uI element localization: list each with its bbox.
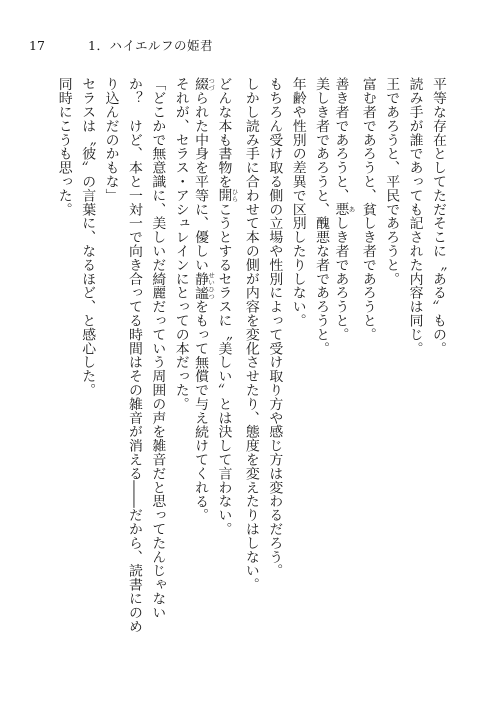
text-line bbox=[238, 77, 261, 637]
text-segment: しき者であろうと。 bbox=[332, 216, 349, 342]
ruby-base: 綴 bbox=[192, 77, 209, 91]
text-segment: 同時にこうも思った。 bbox=[55, 77, 72, 216]
text-line bbox=[379, 77, 402, 637]
text-segment: られた中身を平等に、優しい bbox=[192, 90, 209, 272]
ruby-annotation bbox=[192, 271, 216, 300]
ruby-base: 静謐 bbox=[192, 271, 209, 300]
text-line bbox=[75, 77, 98, 637]
text-segment: 王であろうと、平民であろうと。 bbox=[383, 77, 400, 286]
text-segment: か？ けど、本と一対一で向き合ってる時間はその雑音が消える――だから、読書にのめ bbox=[125, 77, 142, 633]
chapter-title: 1．ハイエルフの姫君 bbox=[88, 38, 213, 53]
ruby-text: あ bbox=[347, 202, 356, 217]
text-segment: り込んだのかもな」 bbox=[102, 77, 119, 203]
text-line bbox=[426, 77, 449, 637]
text-segment: 読み手が誰であっても記された内容は同じ。 bbox=[406, 77, 423, 355]
ruby-annotation bbox=[332, 202, 356, 217]
ruby-text: つづ bbox=[207, 77, 216, 91]
text-segment: それが、セラス・アシュレインにとっての本だった。 bbox=[172, 77, 189, 411]
ruby-text: ひら bbox=[230, 188, 239, 203]
text-segment: 善き者であろうと、 bbox=[332, 77, 349, 203]
text-segment: しかし読み手に合わせて本の側が内容を変化させたり、態度を変えたりはしない。 bbox=[242, 77, 259, 592]
text-line bbox=[309, 77, 332, 637]
ruby-annotation bbox=[215, 188, 239, 203]
text-segment: 美しき者であろうと、醜悪な者であろうと。 bbox=[313, 77, 330, 355]
vertical-body-text bbox=[51, 77, 449, 637]
text-segment: こうとするセラスに〝美しい〟とは決して言わない。 bbox=[215, 202, 232, 536]
page-number: 17 bbox=[29, 38, 45, 53]
text-line bbox=[168, 77, 191, 637]
text-line bbox=[402, 77, 425, 637]
ruby-annotation bbox=[192, 77, 216, 91]
text-line bbox=[355, 77, 378, 637]
text-line bbox=[51, 77, 74, 637]
text-segment: 平等な存在としてただそこに〝ある〟もの。 bbox=[430, 77, 446, 355]
text-line bbox=[332, 77, 355, 637]
text-segment: もちろん受け取る側の立場や性別によって受け取り方や感じ方は変わるだろう。 bbox=[266, 77, 283, 578]
text-segment: セラスは〝彼〟の言葉に、なるほど、と感心した。 bbox=[79, 77, 96, 397]
ruby-base: 開 bbox=[215, 188, 232, 203]
text-segment: 「どこかで無意識に、美しいだ綺麗だっていう周囲の声を雑音だと思ってたんじゃない bbox=[149, 77, 166, 620]
running-header bbox=[0, 37, 500, 55]
text-line bbox=[98, 77, 121, 637]
text-line bbox=[285, 77, 308, 637]
text-line bbox=[215, 77, 238, 637]
text-segment: どんな本も書物を bbox=[215, 77, 232, 189]
ruby-text: せいひつ bbox=[207, 271, 216, 300]
text-segment: 年齢や性別の差異で区別したりしない。 bbox=[289, 77, 306, 328]
text-line bbox=[262, 77, 285, 637]
text-segment: 富む者であろうと、貧しき者であろうと。 bbox=[359, 77, 376, 342]
text-segment: をもって無償で与え続けてくれる。 bbox=[192, 299, 209, 522]
ruby-base: 悪 bbox=[332, 202, 349, 217]
text-line bbox=[145, 77, 168, 637]
text-line bbox=[122, 77, 145, 637]
